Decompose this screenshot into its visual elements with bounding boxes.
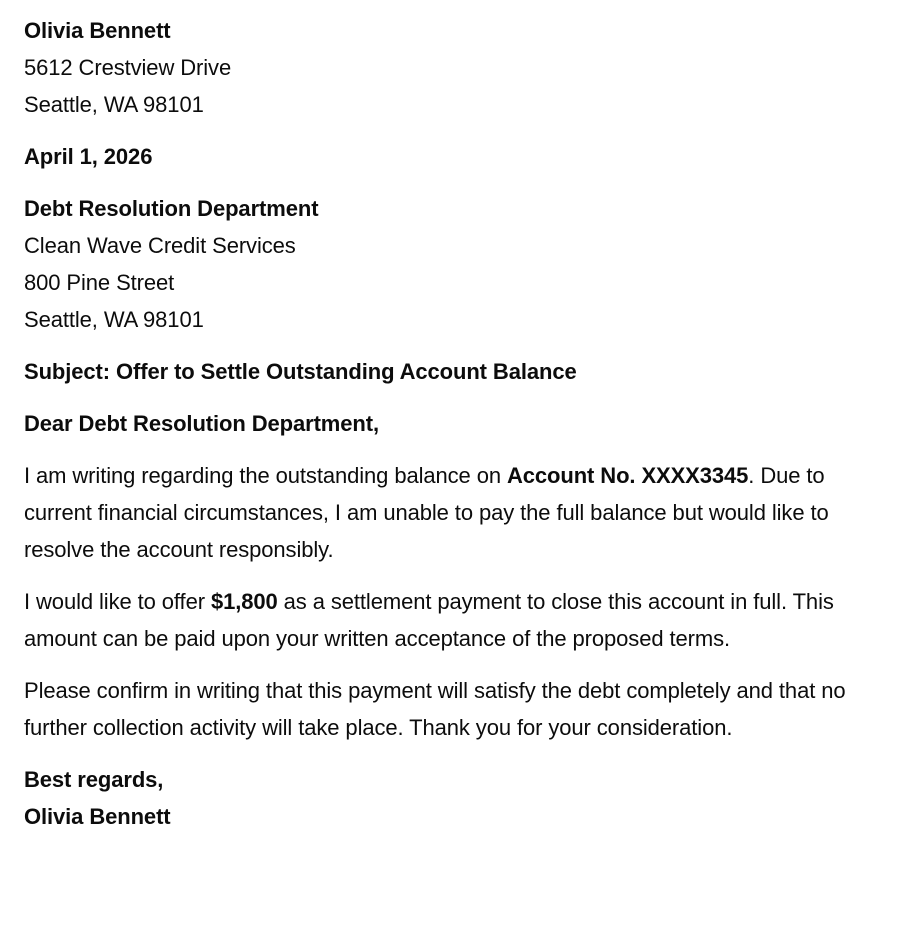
signature: Olivia Bennett: [24, 804, 171, 829]
letter-body: [24, 457, 874, 746]
paragraph: [24, 672, 874, 746]
closing-block: [24, 761, 874, 835]
paragraph-bold-text: $1,800: [210, 589, 278, 614]
recipient-company: Clean Wave Credit Services: [24, 233, 296, 258]
recipient-department: Debt Resolution Department: [24, 196, 319, 221]
paragraph-text: . Due to current financial circumstances, I am unable to pay the full balance but would like to resolve the account responsibly.: [24, 463, 829, 562]
paragraph-text: Please confirm in writing that this payment will satisfy the debt completely and that no further collection activity will take place. Thank you for your consideration.: [24, 678, 846, 740]
paragraph-text: as a settlement payment to close this account in full. This amount can be paid upon your written acceptance of the proposed terms.: [24, 589, 834, 651]
date-block: [24, 138, 874, 175]
paragraph-bold-text: Account No. XXXX3345: [506, 463, 749, 488]
paragraph-text: I would like to offer: [24, 589, 211, 614]
paragraph-text: I am writing regarding the outstanding balance on: [24, 463, 507, 488]
sender-address-line2: Seattle, WA 98101: [24, 92, 204, 117]
subject-block: [24, 353, 874, 390]
salutation: Dear Debt Resolution Department,: [24, 411, 379, 436]
sender-name: Olivia Bennett: [24, 18, 171, 43]
paragraph: [24, 583, 874, 657]
closing: Best regards,: [24, 767, 164, 792]
recipient-block: [24, 190, 874, 338]
subject-line: Subject: Offer to Settle Outstanding Account Balance: [24, 359, 577, 384]
sender-address-line1: 5612 Crestview Drive: [24, 55, 232, 80]
paragraph: [24, 457, 874, 568]
salutation-block: [24, 405, 874, 442]
recipient-address-line1: 800 Pine Street: [24, 270, 175, 295]
sender-block: [24, 12, 874, 123]
letter-date: April 1, 2026: [24, 144, 153, 169]
recipient-address-line2: Seattle, WA 98101: [24, 307, 204, 332]
